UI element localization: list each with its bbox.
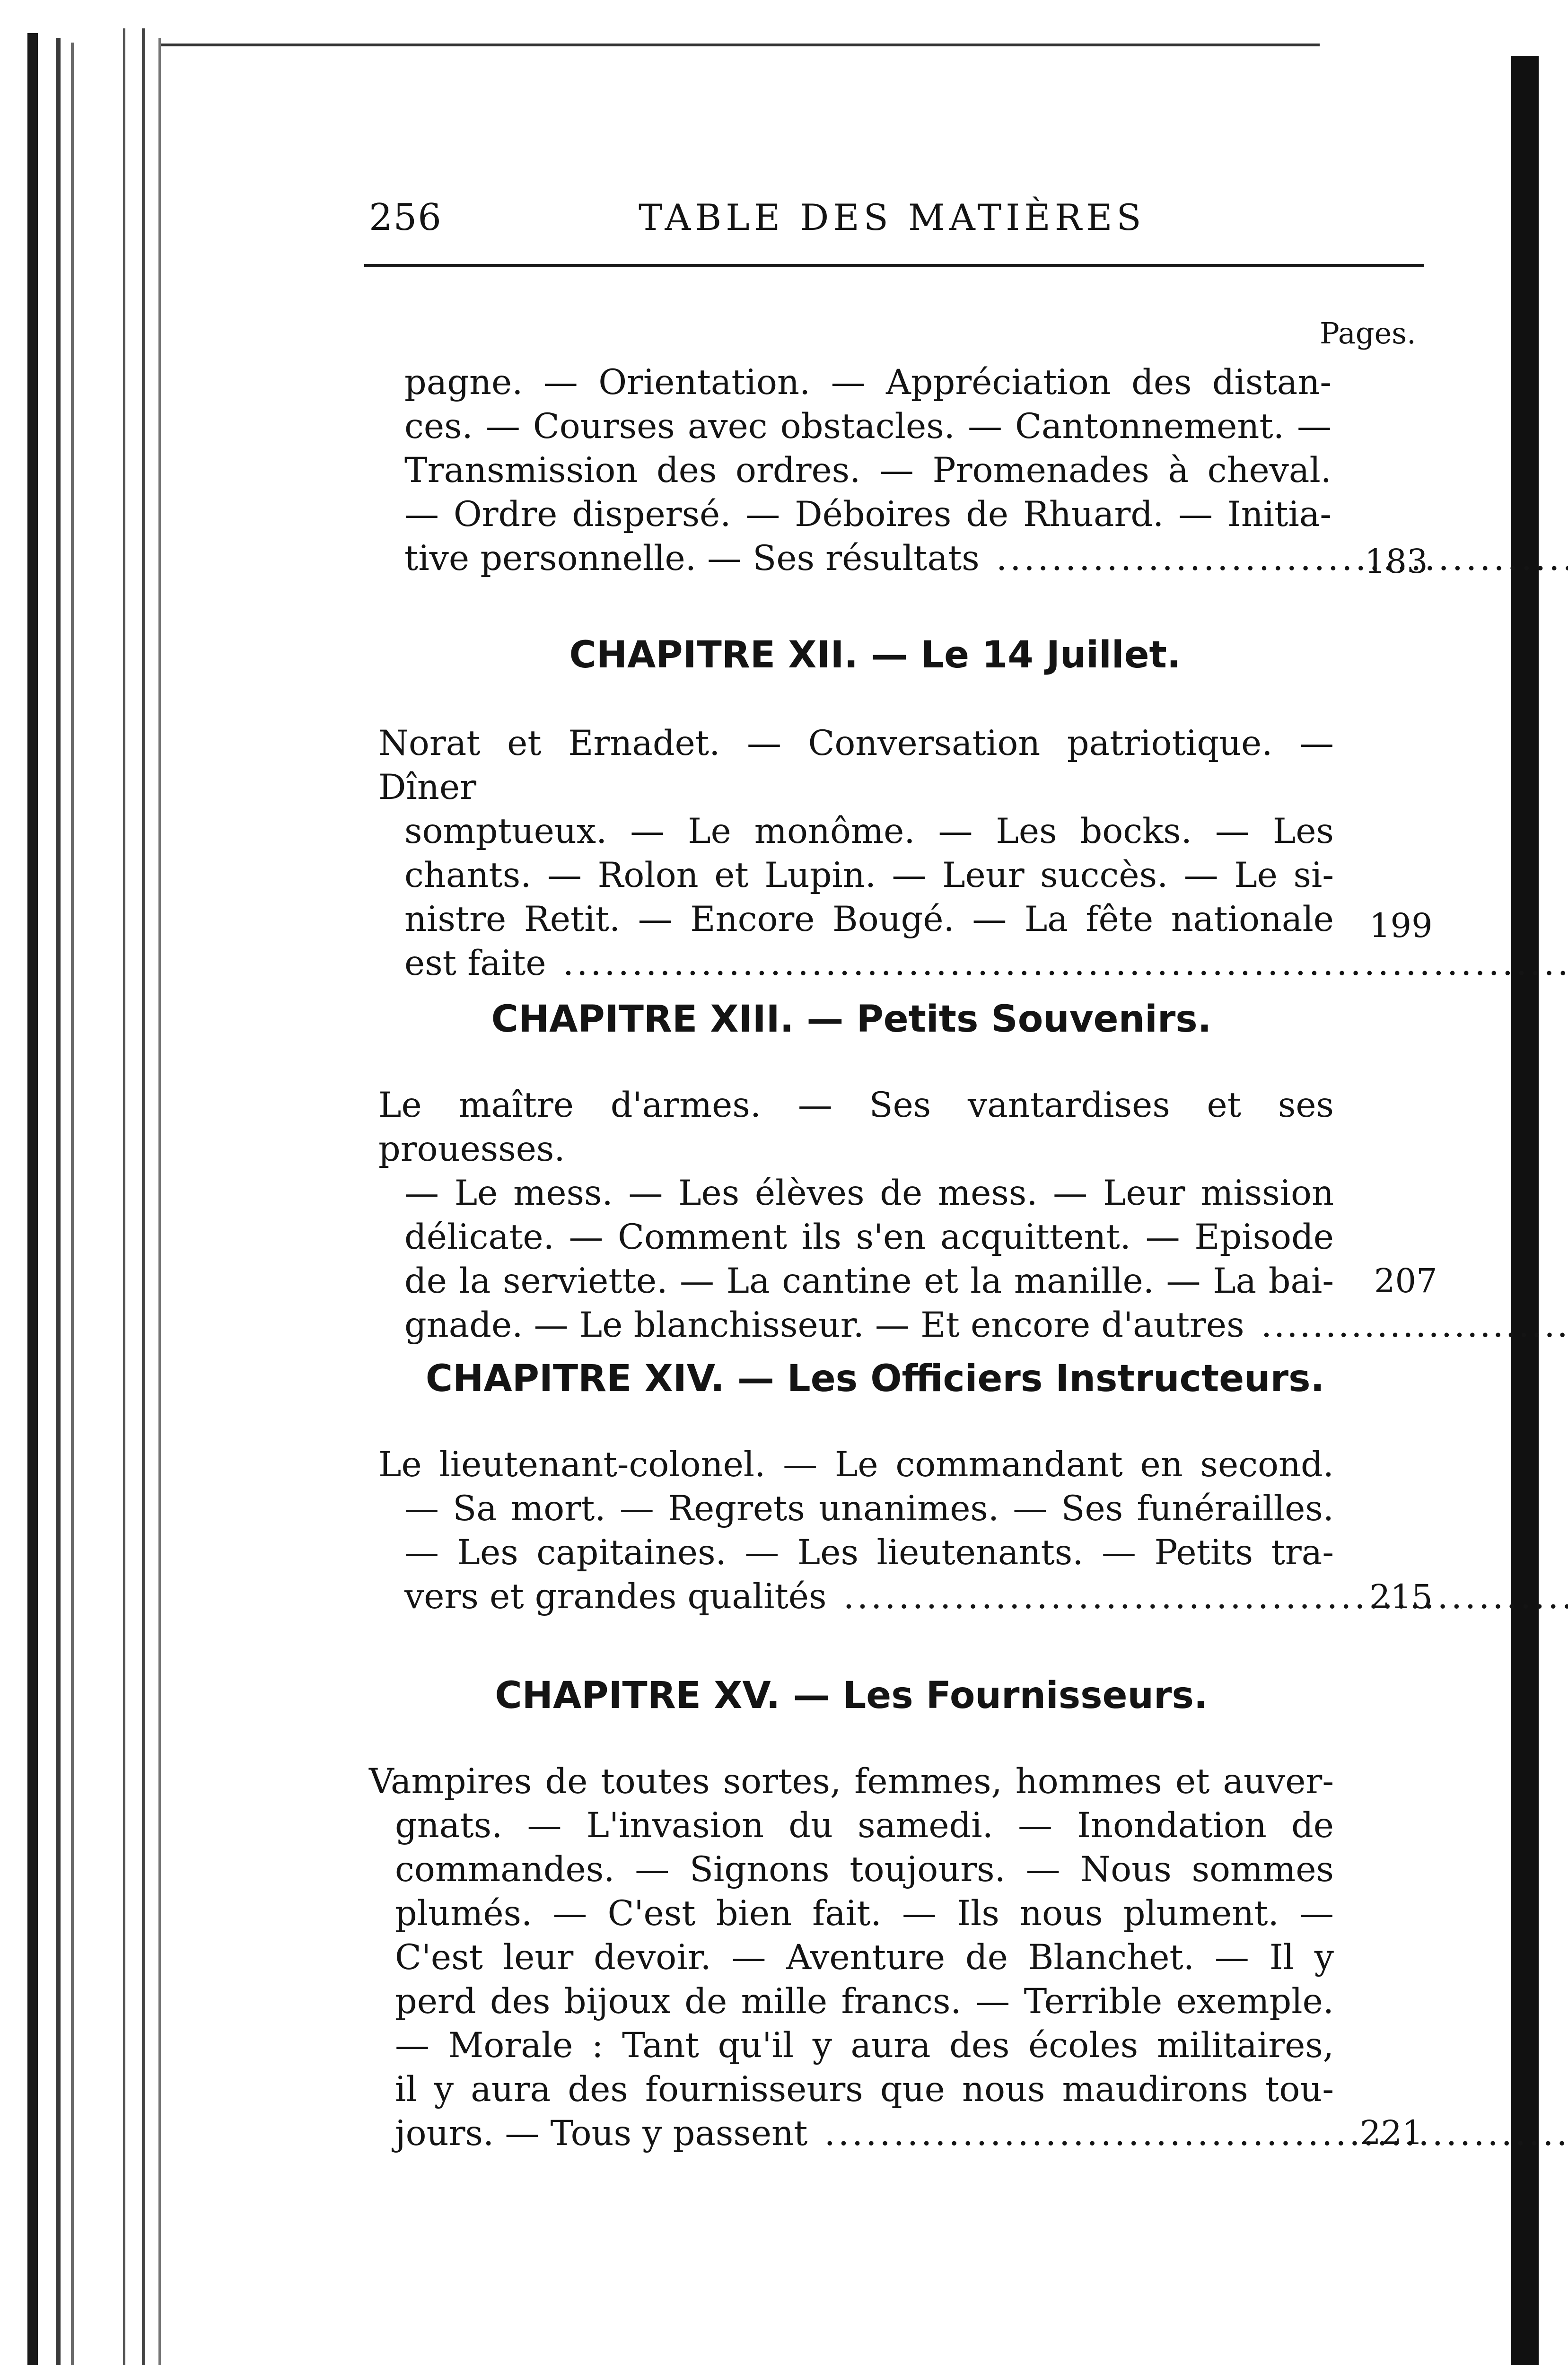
binding-edge [142, 28, 145, 2365]
toc-line: Transmission des ordres. — Promenades à cheval. [404, 450, 1331, 491]
dot-leader [996, 538, 1568, 578]
toc-line: — Sa mort. — Regrets unanimes. — Ses funérailles. [404, 1489, 1334, 1529]
binding-edge [56, 38, 61, 2365]
toc-page-ref: 207 [1374, 1261, 1437, 1300]
toc-line: perd des bijoux de mille francs. — Terrible exemple. [395, 1981, 1334, 2022]
toc-line-text: est faite [404, 943, 546, 983]
toc-line: pagne. — Orientation. — Appréciation des distan- [404, 362, 1331, 403]
toc-entry [378, 721, 1334, 985]
binding-edge [158, 38, 161, 2365]
toc-line-text: vers et grandes qualités [404, 1577, 827, 1617]
toc-line [378, 1575, 1334, 1619]
toc-line: — Les capitaines. — Les lieutenants. — Petits tra- [404, 1533, 1334, 1573]
dot-leader [1261, 1305, 1568, 1345]
toc-entry [404, 360, 1331, 580]
toc-page-ref: 199 [1369, 906, 1433, 945]
dot-leader [843, 1577, 1568, 1617]
dot-leader [824, 2113, 1568, 2154]
toc-line-text: tive personnelle. — Ses résultats [404, 538, 980, 578]
toc-page-ref: 183 [1365, 542, 1428, 581]
toc-line: il y aura des fournisseurs que nous maudirons tou- [395, 2069, 1334, 2110]
dot-leader [563, 943, 1568, 983]
toc-line: C'est leur devoir. — Aventure de Blanchet. — Il y [395, 1937, 1334, 1978]
toc-line: délicate. — Comment ils s'en acquittent. — Episode [404, 1217, 1334, 1257]
running-title: TABLE DES MATIÈRES [639, 196, 1146, 238]
page-number: 256 [369, 196, 442, 239]
toc-entry [369, 1760, 1334, 2155]
toc-page-ref: 221 [1360, 2113, 1423, 2152]
toc-entry [378, 1083, 1334, 1347]
toc-line: Le maître d'armes. — Ses vantardises et ses prouesses. [378, 1085, 1334, 1169]
page-right-edge [1511, 56, 1539, 2365]
page-top-edge [161, 44, 1320, 46]
binding-edge [123, 28, 125, 2365]
header-rule [364, 264, 1424, 267]
toc-line: Le lieutenant-colonel. — Le commandant en second. [378, 1445, 1334, 1485]
toc-entry [378, 1443, 1334, 1619]
pages-column-label: Pages. [1320, 316, 1416, 350]
toc-line-text: jours. — Tous y passent [395, 2113, 808, 2154]
toc-line: plumés. — C'est bien fait. — Ils nous plument. — [395, 1893, 1334, 1934]
toc-line: Vampires de toutes sortes, femmes, hommes et auver- [369, 1761, 1334, 1802]
toc-line: de la serviette. — La cantine et la manille. — La bai- [404, 1261, 1334, 1301]
toc-line: — Ordre dispersé. — Déboires de Rhuard. — Initia- [404, 494, 1331, 534]
toc-line [378, 1303, 1334, 1347]
toc-page-ref: 215 [1369, 1577, 1433, 1616]
toc-line: chants. — Rolon et Lupin. — Leur succès. — Le si- [404, 855, 1334, 895]
toc-line: gnats. — L'invasion du samedi. — Inondation de [395, 1805, 1334, 1846]
toc-line: — Le mess. — Les élèves de mess. — Leur mission [404, 1173, 1334, 1213]
chapter-heading: CHAPITRE XV. — Les Fournisseurs. [495, 1674, 1208, 1717]
chapter-heading: CHAPITRE XIII. — Petits Souvenirs. [491, 998, 1212, 1041]
toc-line: Norat et Ernadet. — Conversation patriotique. — Dîner [378, 723, 1334, 807]
toc-line-text: gnade. — Le blanchisseur. — Et encore d'autres [404, 1305, 1244, 1345]
binding-edge [71, 43, 74, 2365]
toc-line: ces. — Courses avec obstacles. — Cantonnement. — [404, 406, 1331, 447]
toc-line: nistre Retit. — Encore Bougé. — La fête nationale [404, 899, 1334, 939]
toc-line [404, 536, 1331, 580]
toc-line [378, 941, 1334, 985]
toc-line: somptueux. — Le monôme. — Les bocks. — Les [404, 811, 1334, 851]
toc-line: — Morale : Tant qu'il y aura des écoles militaires, [395, 2025, 1334, 2066]
binding-edge [27, 33, 38, 2365]
toc-line [369, 2111, 1334, 2155]
chapter-heading: CHAPITRE XII. — Le 14 Juillet. [569, 634, 1181, 676]
chapter-heading: CHAPITRE XIV. — Les Officiers Instructeurs. [425, 1358, 1325, 1400]
toc-line: commandes. — Signons toujours. — Nous sommes [395, 1849, 1334, 1890]
